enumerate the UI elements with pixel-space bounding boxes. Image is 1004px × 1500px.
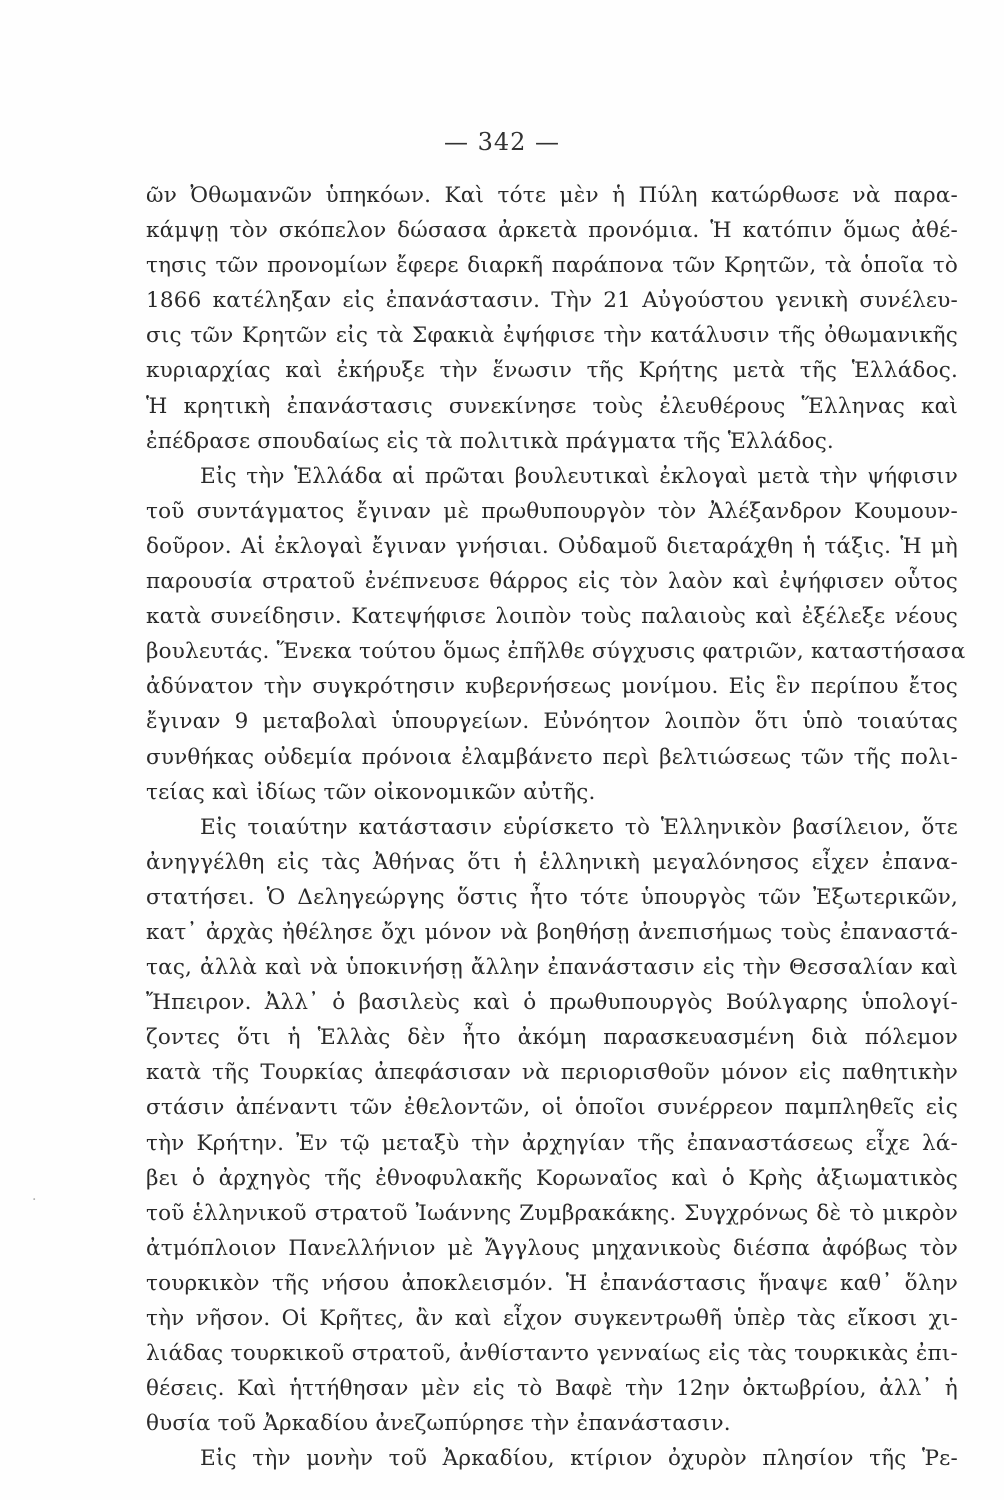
text-line: τησις τῶν προνομίων ἔφερε διαρκῆ παράπονα τῶν Κρητῶν, τὰ ὁποῖα τὸ [146, 253, 958, 279]
text-line: Ἡ κρητικὴ ἐπανάστασις συνεκίνησε τοὺς ἐλευθέρους Ἕλληνας καὶ [146, 393, 958, 419]
text-line: τοῦ συντάγματος ἔγιναν μὲ πρωθυπουργὸν τὸν Ἀλέξανδρον Κουμουν- [146, 498, 958, 524]
text-line: βει ὁ ἀρχηγὸς τῆς ἐθνοφυλακῆς Κορωναῖος καὶ ὁ Κρὴς ἀξιωματικὸς [146, 1165, 958, 1191]
text-line: τείας καὶ ἰδίως τῶν οἰκονομικῶν αὐτῆς. [146, 779, 596, 805]
text-line: ῶν Ὀθωμανῶν ὑπηκόων. Καὶ τότε μὲν ἡ Πύλη κατώρθωσε νὰ παρα- [146, 183, 958, 208]
text-line: Ἤπειρον. Ἀλλ᾽ ὁ βασιλεὺς καὶ ὁ πρωθυπουργὸς Βούλγαρης ὑπολογί- [146, 990, 958, 1016]
text-line: ἔγιναν 9 μεταβολαὶ ὑπουργείων. Εὐνόητον λοιπὸν ὅτι ὑπὸ τοιαύτας [146, 709, 958, 735]
text-line: κατ᾽ ἀρχὰς ἠθέλησε ὄχι μόνον νὰ βοηθήσῃ ἀνεπισήμως τοὺς ἐπαναστά- [146, 919, 958, 945]
text-line: τουρκικὸν τῆς νήσου ἀποκλεισμόν. Ἡ ἐπανάστασις ἥναψε καθ᾽ ὅλην [146, 1270, 958, 1296]
text-line: λιάδας τουρκικοῦ στρατοῦ, ἀνθίσταντο γενναίως εἰς τὰς τουρκικὰς ἐπι- [146, 1341, 958, 1367]
text-line: στάσιν ἀπέναντι τῶν ἐθελοντῶν, οἱ ὁποῖοι συνέρρεον παμπληθεῖς εἰς [146, 1095, 958, 1121]
text-line: σις τῶν Κρητῶν εἰς τὰ Σφακιὰ ἐψήφισε τὴν κατάλυσιν τῆς ὀθωμανικῆς [146, 323, 958, 349]
paragraph-start-line: Εἰς τοιαύτην κατάστασιν εὑρίσκετο τὸ Ἑλληνικὸν βασίλειον, ὅτε [200, 814, 958, 840]
paragraph-start-line: Εἰς τὴν Ἑλλάδα αἱ πρῶται βουλευτικαὶ ἐκλογαὶ μετὰ τὴν ψήφισιν [200, 463, 958, 489]
page-number: — 342 — [443, 128, 561, 156]
scan-speck: · [32, 1192, 37, 1208]
text-line: κατὰ τῆς Τουρκίας ἀπεφάσισαν νὰ περιορισθοῦν μόνον εἰς παθητικὴν [146, 1060, 958, 1086]
text-line: στατήσει. Ὁ Δεληγεώργης ὅστις ἦτο τότε ὑπουργὸς τῶν Ἐξωτερικῶν, [146, 884, 958, 910]
text-line: θέσεις. Καὶ ἡττήθησαν μὲν εἰς τὸ Βαφὲ τὴν 12ην ὀκτωβρίου, ἀλλ᾽ ἡ [146, 1376, 958, 1402]
text-line: κάμψῃ τὸν σκόπελον δώσασα ἀρκετὰ προνόμια. Ἡ κατόπιν ὅμως ἀθέ- [146, 218, 958, 244]
body-text [146, 178, 966, 1476]
text-line: ἀδύνατον τὴν συγκρότησιν κυβερνήσεως μονίμου. Εἰς ἓν περίπου ἔτος [146, 674, 958, 700]
text-line: κυριαρχίας καὶ ἐκήρυξε τὴν ἕνωσιν τῆς Κρήτης μετὰ τῆς Ἑλλάδος. [146, 358, 958, 384]
text-line: τὴν Κρήτην. Ἐν τῷ μεταξὺ τὴν ἀρχηγίαν τῆς ἐπαναστάσεως εἶχε λά- [146, 1130, 958, 1156]
text-line: τοῦ ἑλληνικοῦ στρατοῦ Ἰωάννης Ζυμβρακάκης. Συγχρόνως δὲ τὸ μικρὸν [146, 1200, 958, 1226]
text-line: θυσία τοῦ Ἀρκαδίου ἀνεζωπύρησε τὴν ἐπανάστασιν. [146, 1411, 731, 1437]
text-line: τας, ἀλλὰ καὶ νὰ ὑποκινήσῃ ἄλλην ἐπανάστασιν εἰς τὴν Θεσσαλίαν καὶ [146, 955, 958, 981]
text-line: κατὰ συνείδησιν. Κατεψήφισε λοιπὸν τοὺς παλαιοὺς καὶ ἐξέλεξε νέους [146, 604, 958, 630]
text-line: τὴν νῆσον. Οἱ Κρῆτες, ἂν καὶ εἶχον συγκεντρωθῆ ὑπὲρ τὰς εἴκοσι χι- [146, 1306, 958, 1331]
text-line: ἀνηγγέλθη εἰς τὰς Ἀθήνας ὅτι ἡ ἑλληνικὴ μεγαλόνησος εἶχεν ἐπανα- [146, 849, 958, 875]
text-line: ἀτμόπλοιον Πανελλήνιον μὲ Ἄγγλους μηχανικοὺς διέσπα ἀφόβως τὸν [146, 1235, 958, 1261]
text-line: ἐπέδρασε σπουδαίως εἰς τὰ πολιτικὰ πράγματα τῆς Ἑλλάδος. [146, 428, 834, 454]
text-line: βουλευτάς. Ἕνεκα τούτου ὅμως ἐπῆλθε σύγχυσις φατριῶν, καταστήσασα [146, 639, 966, 665]
text-line: δοῦρον. Αἱ ἐκλογαὶ ἔγιναν γνήσιαι. Οὐδαμοῦ διεταράχθη ἡ τάξις. Ἡ μὴ [146, 533, 958, 559]
text-line: ζοντες ὅτι ἡ Ἑλλὰς δὲν ἦτο ἀκόμη παρασκευασμένη διὰ πόλεμον [146, 1025, 958, 1051]
text-line: 1866 κατέληξαν εἰς ἐπανάστασιν. Τὴν 21 Αὐγούστου γενικὴ συνέλευ- [146, 288, 958, 314]
text-line: συνθήκας οὐδεμία πρόνοια ἐλαμβάνετο περὶ βελτιώσεως τῶν τῆς πολι- [146, 744, 958, 770]
paragraph-start-line: Εἰς τὴν μονὴν τοῦ Ἀρκαδίου, κτίριον ὀχυρὸν πλησίον τῆς Ῥε- [200, 1446, 958, 1472]
text-line: παρουσία στρατοῦ ἐνέπνευσε θάρρος εἰς τὸν λαὸν καὶ ἐψήφισεν οὗτος [146, 569, 958, 595]
